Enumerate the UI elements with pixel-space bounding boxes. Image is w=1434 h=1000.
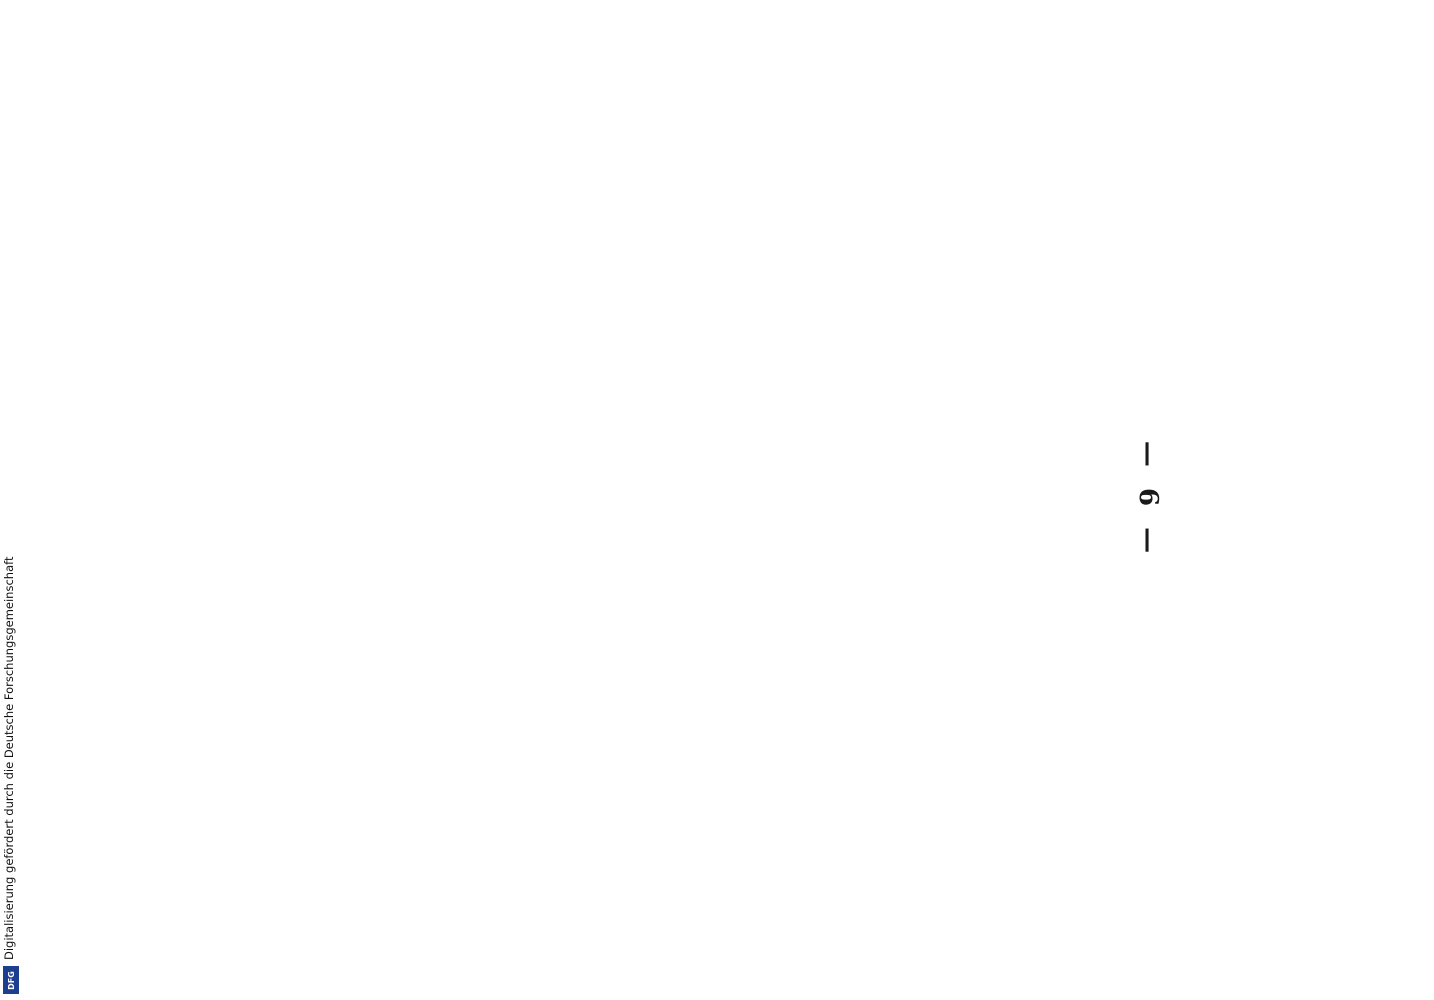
scanned-page [165, 0, 1165, 1000]
funding-notice: Digitalisierung gefördert durch die Deutsche Forschungsgemeinschaft [2, 556, 16, 960]
dfg-logo: DFG [3, 966, 19, 994]
digitization-sidebar [0, 0, 22, 1000]
page-number: — 6 — [1133, 440, 1163, 560]
